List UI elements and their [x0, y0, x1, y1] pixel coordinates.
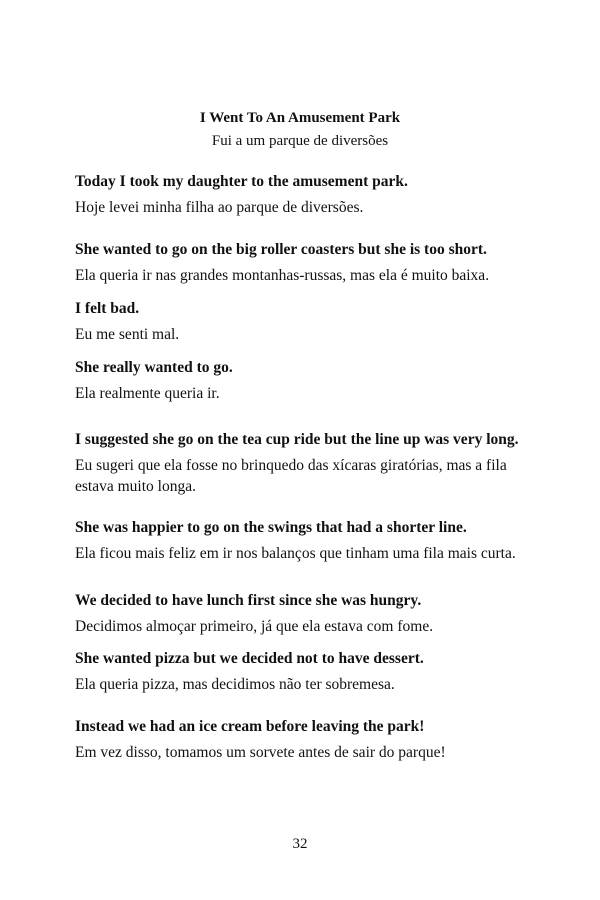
english-sentence: She wanted pizza but we decided not to have dessert. — [75, 650, 424, 667]
paragraph — [75, 518, 545, 564]
portuguese-translation: Eu sugeri que ela fosse no brinquedo das xícaras giratórias, mas a fila estava muito longa. — [75, 457, 507, 495]
paragraph — [75, 299, 545, 345]
english-sentence: Instead we had an ice cream before leaving the park! — [75, 718, 425, 735]
portuguese-translation: Ela queria pizza, mas decidimos não ter sobremesa. — [75, 676, 395, 693]
portuguese-translation: Ela realmente queria ir. — [75, 385, 220, 402]
paragraph — [75, 430, 545, 497]
portuguese-translation: Em vez disso, tomamos um sorvete antes de sair do parque! — [75, 744, 446, 761]
english-sentence: We decided to have lunch first since she was hungry. — [75, 592, 422, 609]
paragraph — [75, 240, 545, 286]
english-sentence: She wanted to go on the big roller coasters but she is too short. — [75, 241, 487, 258]
portuguese-translation: Hoje levei minha filha ao parque de diversões. — [75, 199, 364, 216]
paragraph — [75, 717, 545, 763]
english-sentence: She was happier to go on the swings that had a shorter line. — [75, 519, 467, 536]
paragraph — [75, 649, 545, 695]
portuguese-translation: Ela ficou mais feliz em ir nos balanços que tinham uma fila mais curta. — [75, 545, 516, 562]
english-sentence: She really wanted to go. — [75, 359, 233, 376]
english-sentence: Today I took my daughter to the amusement park. — [75, 173, 408, 190]
story-title-translation: Fui a um parque de diversões — [211, 133, 389, 149]
portuguese-translation: Decidimos almoçar primeiro, já que ela estava com fome. — [75, 618, 434, 635]
portuguese-translation: Ela queria ir nas grandes montanhas-russas, mas ela é muito baixa. — [75, 267, 490, 284]
story-title: I Went To An Amusement Park — [199, 110, 401, 126]
page-number: 32 — [292, 836, 308, 852]
paragraph — [75, 172, 545, 218]
paragraph — [75, 358, 545, 404]
english-sentence: I felt bad. — [75, 300, 140, 317]
portuguese-translation: Eu me senti mal. — [75, 326, 180, 343]
paragraph — [75, 591, 545, 637]
english-sentence: I suggested she go on the tea cup ride but the line up was very long. — [75, 431, 519, 448]
